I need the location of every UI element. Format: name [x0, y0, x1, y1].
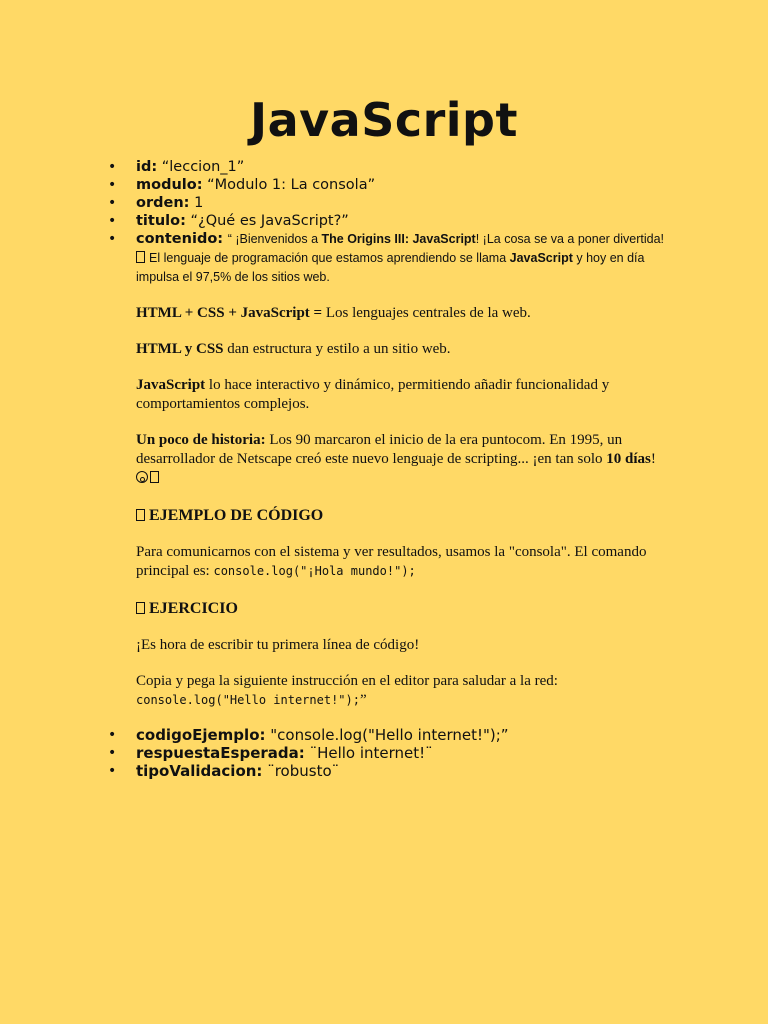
- field-codigo-ejemplo: [0, 726, 768, 744]
- heading-text: EJERCICIO: [149, 600, 238, 617]
- bullet: •: [108, 177, 117, 193]
- intro-text: ! ¡La cosa se va a poner divertida!: [475, 232, 665, 246]
- field-tipo-validacion: [0, 762, 768, 780]
- emoji-placeholder-icon: [150, 471, 159, 483]
- bullet: •: [108, 231, 117, 247]
- bold-text: Un poco de historia:: [136, 432, 266, 448]
- heading-text: EJEMPLO DE CÓDIGO: [149, 507, 324, 524]
- text: dan estructura y estilo a un sitio web.: [223, 341, 451, 357]
- field-value: "console.log("Hello internet!");”: [270, 726, 509, 744]
- bullet: •: [108, 745, 117, 761]
- intro-text: ¡Bienvenidos a: [235, 232, 322, 246]
- heading-ejercicio: [136, 599, 678, 619]
- bullet: •: [108, 159, 117, 175]
- text: Los lenguajes centrales de la web.: [322, 305, 531, 321]
- field-contenido: [0, 230, 768, 710]
- text: Para comunicarnos con el sistema y ver resultados, usamos la "consola". El comando principal es:: [136, 544, 647, 579]
- emoji-placeholder-icon: [136, 509, 145, 521]
- paragraph-html-css-js: [136, 304, 678, 323]
- bullet: •: [108, 727, 117, 743]
- field-titulo: [0, 212, 768, 230]
- paragraph-historia: [136, 431, 678, 488]
- surprised-face-icon: [136, 471, 148, 483]
- text: !: [650, 451, 656, 467]
- field-value: ¨robusto¨: [267, 762, 340, 780]
- intro-text: El lenguaje de programación que estamos aprendiendo se llama: [149, 251, 510, 265]
- field-value: “leccion_1”: [161, 159, 245, 175]
- bold-text: JavaScript: [136, 377, 206, 393]
- field-respuesta-esperada: [0, 744, 768, 762]
- field-value: “¿Qué es JavaScript?”: [190, 213, 349, 229]
- open-quote: “: [227, 232, 236, 246]
- intro-bold-js: JavaScript: [509, 251, 573, 265]
- field-value: “Modulo 1: La consola”: [207, 177, 376, 193]
- close-quote: ”: [359, 692, 367, 708]
- heading-ejemplo-codigo: [136, 506, 678, 526]
- field-key: id:: [136, 159, 158, 175]
- page-title: JavaScript: [250, 93, 518, 147]
- field-key: modulo:: [136, 177, 203, 193]
- bold-text: 10 días: [606, 451, 651, 467]
- field-key: titulo:: [136, 213, 186, 229]
- paragraph-consola: [136, 543, 678, 581]
- intro-text: y hoy en día impulsa el 97,5% de los sitios web.: [136, 251, 645, 284]
- text: Los 90 marcaron el inicio de la era puntocom. En 1995, un desarrollador de Netscape creó este nuevo lenguaje de scripting... ¡en tan solo: [136, 432, 623, 467]
- bold-text: HTML + CSS + JavaScript =: [136, 305, 323, 321]
- field-modulo: [0, 176, 768, 194]
- field-key: contenido:: [136, 231, 224, 247]
- field-orden: [0, 194, 768, 212]
- lesson-fields-list-bottom: [0, 726, 768, 780]
- paragraph-copia: [136, 672, 678, 710]
- field-key: respuestaEsperada:: [136, 744, 305, 762]
- paragraph-html-css: [136, 340, 678, 359]
- code-snippet: console.log("¡Hola mundo!");: [213, 564, 416, 578]
- text: Copia y pega la siguiente instrucción en el editor para saludar a la red:: [136, 673, 558, 689]
- field-key: tipoValidacion:: [136, 762, 263, 780]
- paragraph-javascript: [136, 376, 678, 414]
- code-snippet: console.log("Hello internet!");: [136, 693, 360, 707]
- intro-bold-title: The Origins III: JavaScript: [321, 232, 476, 246]
- paragraph-hora: ¡Es hora de escribir tu primera línea de código!: [136, 637, 420, 653]
- emoji-placeholder-icon: [136, 251, 145, 263]
- field-key: orden:: [136, 195, 190, 211]
- emoji-placeholder-icon: [136, 602, 145, 614]
- bullet: •: [108, 195, 117, 211]
- field-value: ¨Hello internet!¨: [309, 744, 433, 762]
- lesson-fields-list: [0, 158, 768, 710]
- bold-text: HTML y CSS: [136, 341, 224, 357]
- field-value: 1: [194, 195, 204, 211]
- bullet: •: [108, 763, 117, 779]
- text: lo hace interactivo y dinámico, permitiendo añadir funcionalidad y comportamientos complejos.: [136, 377, 610, 412]
- bullet: •: [108, 213, 117, 229]
- field-key: codigoEjemplo:: [136, 726, 266, 744]
- field-id: [0, 158, 768, 176]
